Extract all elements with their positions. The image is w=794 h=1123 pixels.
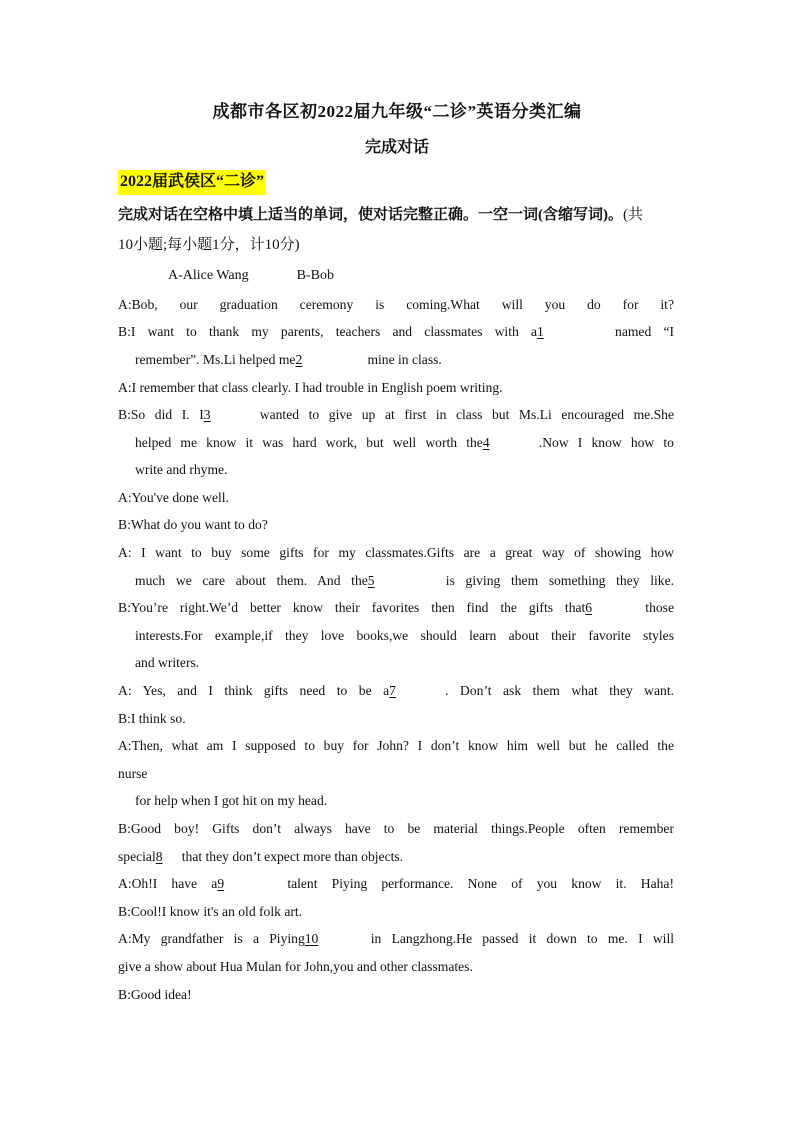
line-text: mine in class. [367,352,442,367]
line-text: much we care about them. And the [135,573,368,588]
dialogue-line-14: and writers. [135,655,200,670]
dialogue-line-15 [118,682,674,700]
line-text: is giving them something they like. [445,573,674,588]
line-text: .Now I know how to [538,435,674,450]
dialogue-line-21 [118,848,674,866]
blank-10[interactable]: 10 [304,931,319,946]
document-subtitle: 完成对话 [364,139,429,156]
blank-3[interactable]: 3 [203,407,211,422]
roles [168,268,382,284]
line-text: B:You’re right.We’d better know their favorites then find the gifts that [118,600,586,615]
dialogue-line-22 [118,875,674,893]
dialogue-line-4: A:I remember that class clearly. I had trouble in English poem writing. [118,380,503,395]
dialogue-line-11 [135,572,674,590]
line-text: remember”. Ms.Li helped me [135,352,296,367]
line-text: that they don’t expect more than objects. [181,849,404,864]
dialogue-line-12 [118,599,674,617]
dialogue-line-18: nurse [118,766,148,781]
line-text: those [645,600,674,615]
blank-4[interactable]: 4 [482,435,490,450]
line-text: B:I want to thank my parents, teachers and classmates with a [118,324,538,339]
blank-5[interactable]: 5 [367,573,375,588]
line-text: A: Yes, and I think gifts need to be a [118,683,390,698]
blank-2[interactable]: 2 [295,352,303,367]
role-a: A-Alice Wang [168,268,249,283]
dialogue-line-23: B:Cool!I know it's an old folk art. [118,904,303,919]
dialogue-line-26: B:Good idea! [118,987,192,1002]
dialogue-line-16: B:I think so. [118,711,186,726]
blank-8[interactable]: 8 [155,849,163,864]
section-heading: 2022届武侯区“二诊” [118,170,266,195]
dialogue-line-24 [118,930,674,948]
dialogue-line-6 [135,434,674,452]
dialogue-line-5 [118,406,674,424]
dialogue-line-8: A:You've done well. [118,490,229,505]
instruction-bold: 完成对话在空格中填上适当的单词，使对话完整正确。一空一词(含缩写词)。 [118,207,623,223]
dialogue-line-3 [135,351,674,369]
line-text: . Don’t ask them what they want. [445,683,674,698]
dialogue-line-7: write and rhyme. [135,462,228,477]
dialogue-line-1: A:Bob, our graduation ceremony is coming.What will you do for it? [118,297,674,312]
dialogue-line-2 [118,323,674,341]
blank-9[interactable]: 9 [217,876,225,891]
instruction-normal: (共 [623,207,643,223]
dialogue-line-10: A: I want to buy some gifts for my classmates.Gifts are a great way of showing how [118,545,674,560]
line-text: helped me know it was hard work, but well worth the [135,435,483,450]
line-text: in Langzhong.He passed it down to me. I will [370,931,675,946]
line-text: talent Piying performance. None of you know it. Haha! [287,876,674,891]
dialogue-line-25: give a show about Hua Mulan for John,you and other classmates. [118,959,473,974]
line-text: A:My grandfather is a Piying [118,931,305,946]
line-text: B:So did I. I [118,407,204,422]
blank-7[interactable]: 7 [389,683,396,698]
line-text: named “I [615,324,675,339]
dialogue-line-13: interests.For example,if they love books,we should learn about their favorite styles [135,628,674,643]
blank-6[interactable]: 6 [585,600,593,615]
dialogue-line-17: A:Then, what am I supposed to buy for John? I don’t know him well but he called the [118,738,674,753]
blank-1[interactable]: 1 [537,324,544,339]
instruction-line-2: 10小题;每小题1分，计10分) [118,237,300,253]
role-b: B-Bob [296,268,334,283]
instruction-line-1 [118,200,674,230]
line-text: A:Oh!I have a [118,876,218,891]
dialogue-line-19: for help when I got hit on my head. [135,793,328,808]
document-title: 成都市各区初2022届九年级“二诊”英语分类汇编 [212,102,582,121]
dialogue-line-9: B:What do you want to do? [118,517,268,532]
line-text: wanted to give up at first in class but Ms.Li encouraged me.She [259,407,675,422]
dialogue-line-20: B:Good boy! Gifts don’t always have to be material things.People often remember [118,821,674,836]
line-text: special [118,849,156,864]
